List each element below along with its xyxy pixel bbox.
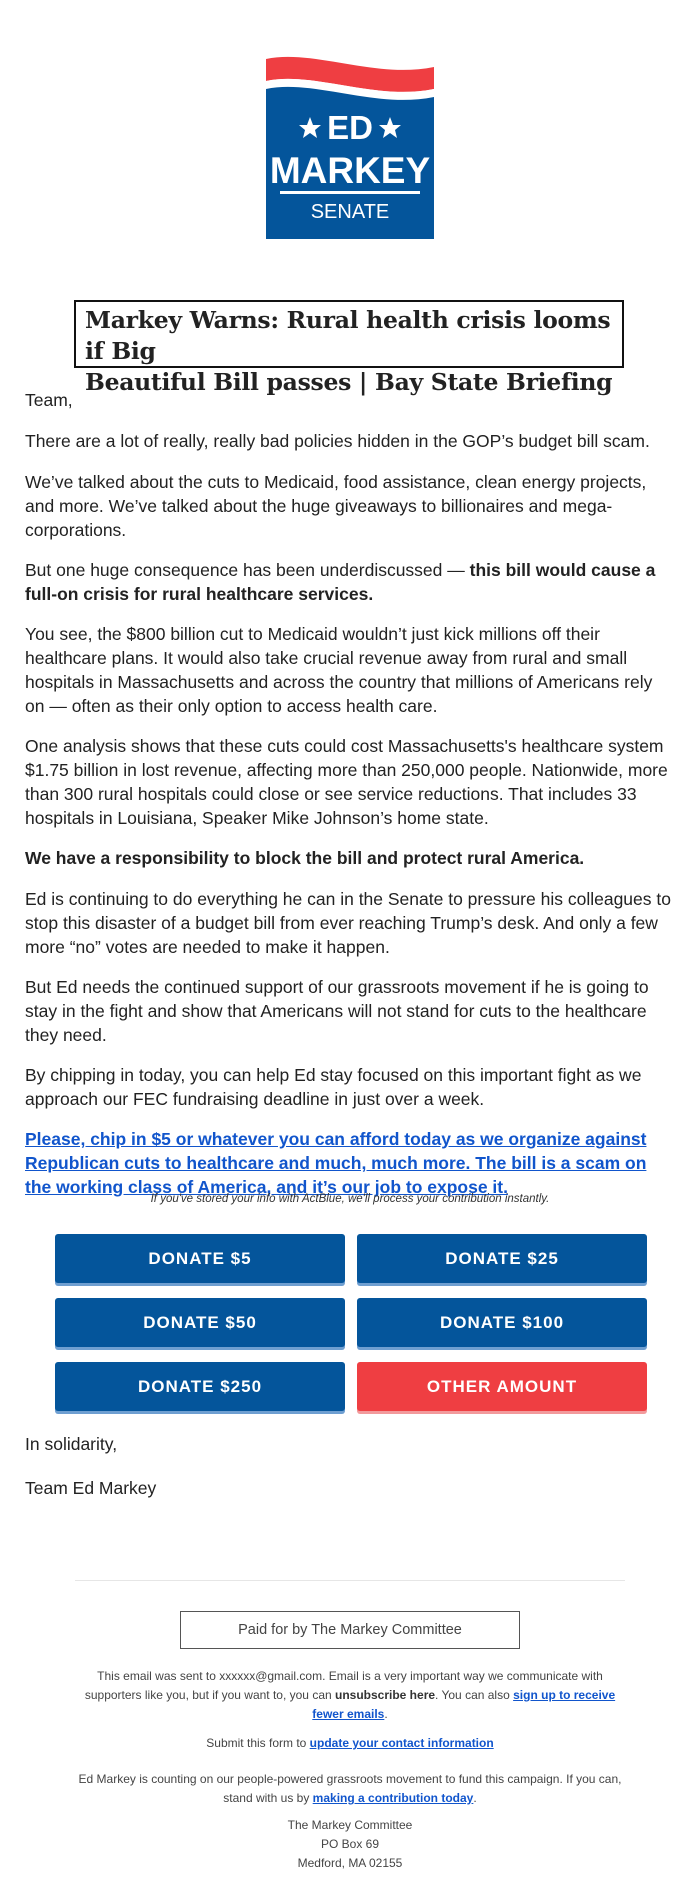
footer-sent-to-middle2: . You can also: [435, 1688, 514, 1702]
update-contact-link[interactable]: update your contact information: [309, 1736, 494, 1750]
footer-divider: [75, 1580, 625, 1581]
paragraph-3-bold: this bill would cause a full-on crisis for rural healthcare services.: [25, 560, 656, 604]
signature: Team Ed Markey: [25, 1478, 157, 1498]
paragraph-1: There are a lot of really, really bad policies hidden in the GOP’s budget bill scam.: [25, 431, 650, 451]
paragraph-8: But Ed needs the continued support of our grassroots movement if he is going to stay in the fight and show that Americans will not stand for cuts to the healthcare they need.: [25, 977, 649, 1045]
donate-250-button[interactable]: DONATE $250: [55, 1362, 345, 1411]
footer-email: xxxxxx@gmail.com: [219, 1669, 323, 1683]
email-body: [25, 388, 675, 1215]
fewer-emails-link[interactable]: sign up to receive fewer emails: [312, 1688, 616, 1721]
paid-for-box: Paid for by The Markey Committee: [180, 1611, 520, 1649]
closing: [25, 1432, 156, 1520]
address-line-3: Medford, MA 02155: [297, 1856, 403, 1870]
footer-update-prefix: Submit this form to: [206, 1736, 310, 1750]
footer-sent-to-middle: . Email is a very important way we communicate with supporters like you, but if you want to, you can: [84, 1669, 603, 1702]
cta-link[interactable]: Please, chip in $5 or whatever you can afford today as we organize against Republican cuts to healthcare and much, much more. The bill is a scam on the working class of America, and it’s our job to expose it.: [25, 1129, 647, 1197]
footer-address: [75, 1816, 625, 1873]
footer-sent-to: [75, 1667, 625, 1724]
paragraph-3: [25, 558, 675, 606]
footer-grassroots-period: .: [473, 1791, 477, 1805]
donate-50-button[interactable]: DONATE $50: [55, 1298, 345, 1347]
paragraph-9: By chipping in today, you can help Ed stay focused on this important fight as we approach our FEC fundraising deadline in just over a week.: [25, 1065, 642, 1109]
footer-update: [75, 1734, 625, 1753]
address-line-1: The Markey Committee: [287, 1818, 413, 1832]
footer-grassroots: [75, 1770, 625, 1808]
donate-25-button[interactable]: DONATE $25: [357, 1234, 647, 1283]
footer-sent-to-prefix: This email was sent to: [97, 1669, 220, 1683]
logo-line-markey: MARKEY: [269, 150, 431, 191]
donate-100-button[interactable]: DONATE $100: [357, 1298, 647, 1347]
footer-period: .: [384, 1707, 388, 1721]
donate-button-grid: [55, 1234, 647, 1414]
paragraph-6-bold: We have a responsibility to block the bill and protect rural America.: [25, 848, 585, 868]
paragraph-7: Ed is continuing to do everything he can in the Senate to pressure his colleagues to stop this disaster of a budget bill from ever reaching Trump’s desk. And only a few more “no” votes are needed to make it happen.: [25, 889, 671, 957]
paragraph-2: We’ve talked about the cuts to Medicaid, food assistance, clean energy projects, and more. We’ve talked about the huge giveaways to billionaires and mega-corporations.: [25, 472, 647, 540]
paragraph-5: One analysis shows that these cuts could cost Massachusetts's healthcare system $1.75 billion in lost revenue, affecting more than 250,000 people. Nationwide, more than 300 rural hospitals could close or see service reductions. That includes 33 hospitals in Louisiana, Speaker Mike Johnson’s home state.: [25, 736, 668, 828]
headline-line-2: Beautiful Bill passes | Bay State Briefing: [85, 368, 613, 396]
headline-line-1: Markey Warns: Rural health crisis looms if Big: [85, 306, 611, 365]
other-amount-button[interactable]: OTHER AMOUNT: [357, 1362, 647, 1411]
donate-5-button[interactable]: DONATE $5: [55, 1234, 345, 1283]
address-line-2: PO Box 69: [320, 1837, 380, 1851]
headline-box: [74, 300, 624, 396]
logo-line-senate: SENATE: [310, 201, 390, 223]
greeting: Team,: [25, 390, 73, 410]
logo: [0, 55, 700, 240]
logo-line-ed: ED: [327, 109, 373, 146]
unsubscribe-link[interactable]: unsubscribe here: [335, 1688, 436, 1702]
signoff: In solidarity,: [25, 1434, 118, 1454]
paragraph-6: [25, 846, 675, 870]
footer-grassroots-text: Ed Markey is counting on our people-powered grassroots movement to fund this campaign. If you can, stand with us by: [78, 1772, 622, 1805]
paragraph-3-text: But one huge consequence has been underdiscussed —: [25, 560, 470, 580]
contribution-link[interactable]: making a contribution today: [312, 1791, 474, 1805]
paragraph-4: You see, the $800 billion cut to Medicaid wouldn’t just kick millions off their healthcare plans. It would also take crucial revenue away from rural and small hospitals in Massachusetts and across the country that millions of Americans rely on — often as their only option to access health care.: [25, 624, 653, 716]
ed-markey-senate-logo: [264, 55, 436, 240]
actblue-note: If you've stored your info with ActBlue, we'll process your contribution instantly.: [150, 1193, 550, 1205]
cta-paragraph: [25, 1127, 675, 1199]
